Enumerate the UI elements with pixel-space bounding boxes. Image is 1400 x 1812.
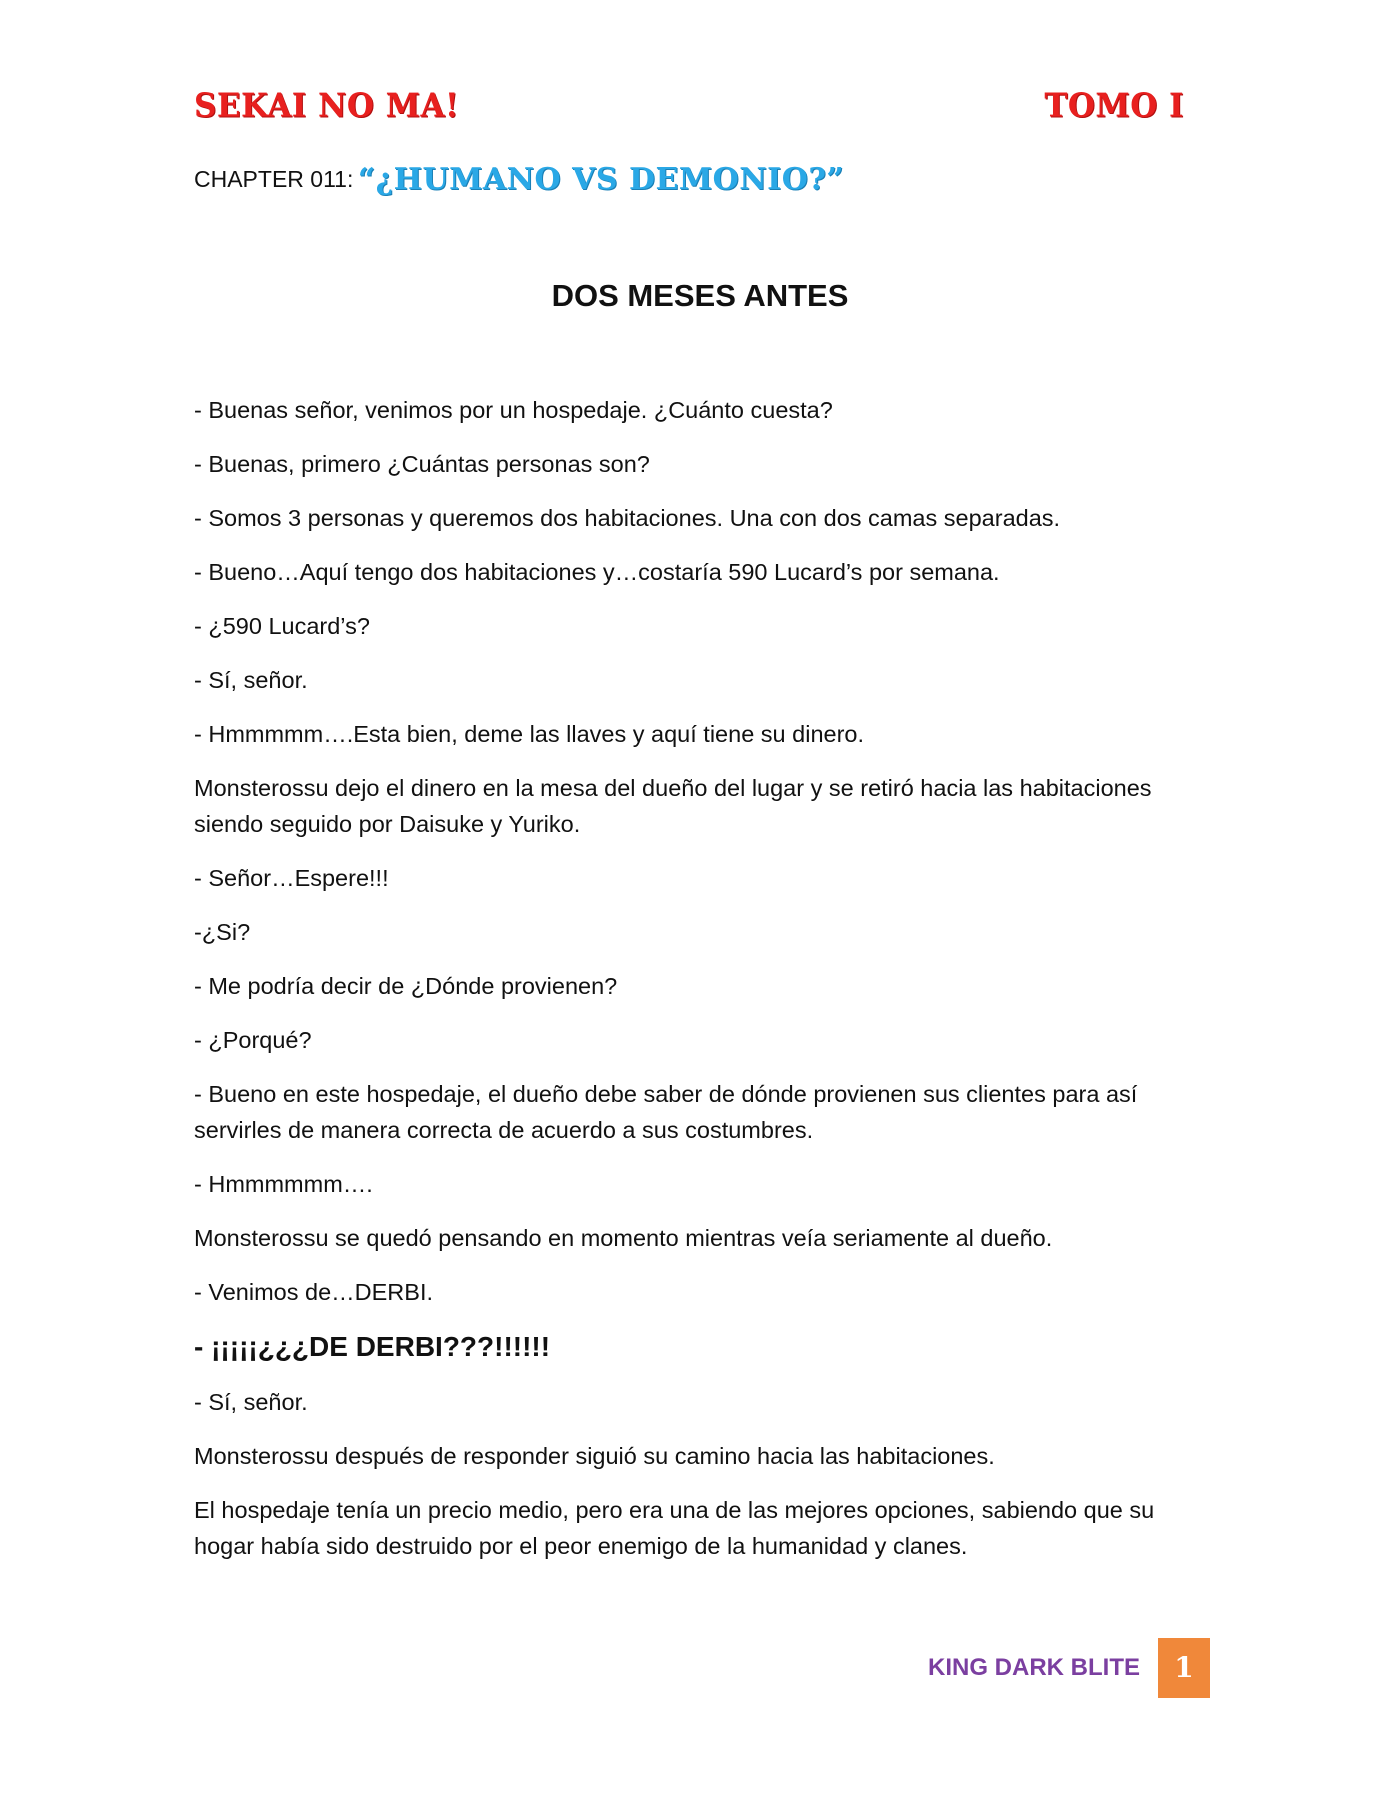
paragraph: - Bueno…Aquí tengo dos habitaciones y…costaría 590 Lucard’s por semana. <box>194 559 1000 585</box>
paragraph: - ¿Porqué? <box>194 1027 312 1053</box>
series-title: SEKAI NO MA! <box>194 87 460 125</box>
paragraph: - Bueno en este hospedaje, el dueño debe saber de dónde provienen sus clientes para así servirles de manera correcta de acuerdo a sus costumbres. <box>194 1081 1138 1143</box>
chapter-title: “¿HUMANO VS DEMONIO?” <box>357 162 845 197</box>
paragraph: - Hmmmmm….Esta bien, deme las llaves y aquí tiene su dinero. <box>194 721 865 747</box>
paragraph: - Sí, señor. <box>194 1389 308 1415</box>
paragraph: -¿Si? <box>194 919 251 945</box>
chapter-heading <box>194 162 844 197</box>
chapter-number: CHAPTER 011: <box>194 166 354 192</box>
paragraph: - ¿590 Lucard’s? <box>194 613 370 639</box>
paragraph: Monsterossu se quedó pensando en momento mientras veía seriamente al dueño. <box>194 1225 1053 1251</box>
paragraph: - Venimos de…DERBI. <box>194 1279 434 1305</box>
paragraph: - Me podría decir de ¿Dónde provienen? <box>194 973 618 999</box>
paragraph: - Buenas señor, venimos por un hospedaje. ¿Cuánto cuesta? <box>194 397 833 423</box>
paragraph: - Hmmmmmm…. <box>194 1171 373 1197</box>
page-header <box>194 88 1194 132</box>
paragraph: El hospedaje tenía un precio medio, pero era una de las mejores opciones, sabiendo que su hogar había sido destruido por el peor enemigo de la humanidad y clanes. <box>194 1497 1155 1559</box>
paragraph: - Buenas, primero ¿Cuántas personas son? <box>194 451 650 477</box>
volume-label: TOMO I <box>1044 87 1184 125</box>
paragraph: Monsterossu dejo el dinero en la mesa del dueño del lugar y se retiró hacia las habitaciones siendo seguido por Daisuke y Yuriko. <box>194 775 1152 837</box>
section-heading: DOS MESES ANTES <box>551 278 849 313</box>
paragraph: - Sí, señor. <box>194 667 308 693</box>
paragraph: Monsterossu después de responder siguió su camino hacia las habitaciones. <box>194 1443 995 1469</box>
shout-paragraph: - ¡¡¡¡¡¿¿¿DE DERBI???!!!!!! <box>194 1331 551 1362</box>
page-number-badge: 1 <box>1158 1638 1210 1698</box>
paragraph: - Señor…Espere!!! <box>194 865 389 891</box>
body-text <box>194 392 1204 1582</box>
author-name: KING DARK BLITE <box>928 1654 1140 1681</box>
paragraph: - Somos 3 personas y queremos dos habitaciones. Una con dos camas separadas. <box>194 505 1061 531</box>
page-footer <box>880 1638 1210 1700</box>
